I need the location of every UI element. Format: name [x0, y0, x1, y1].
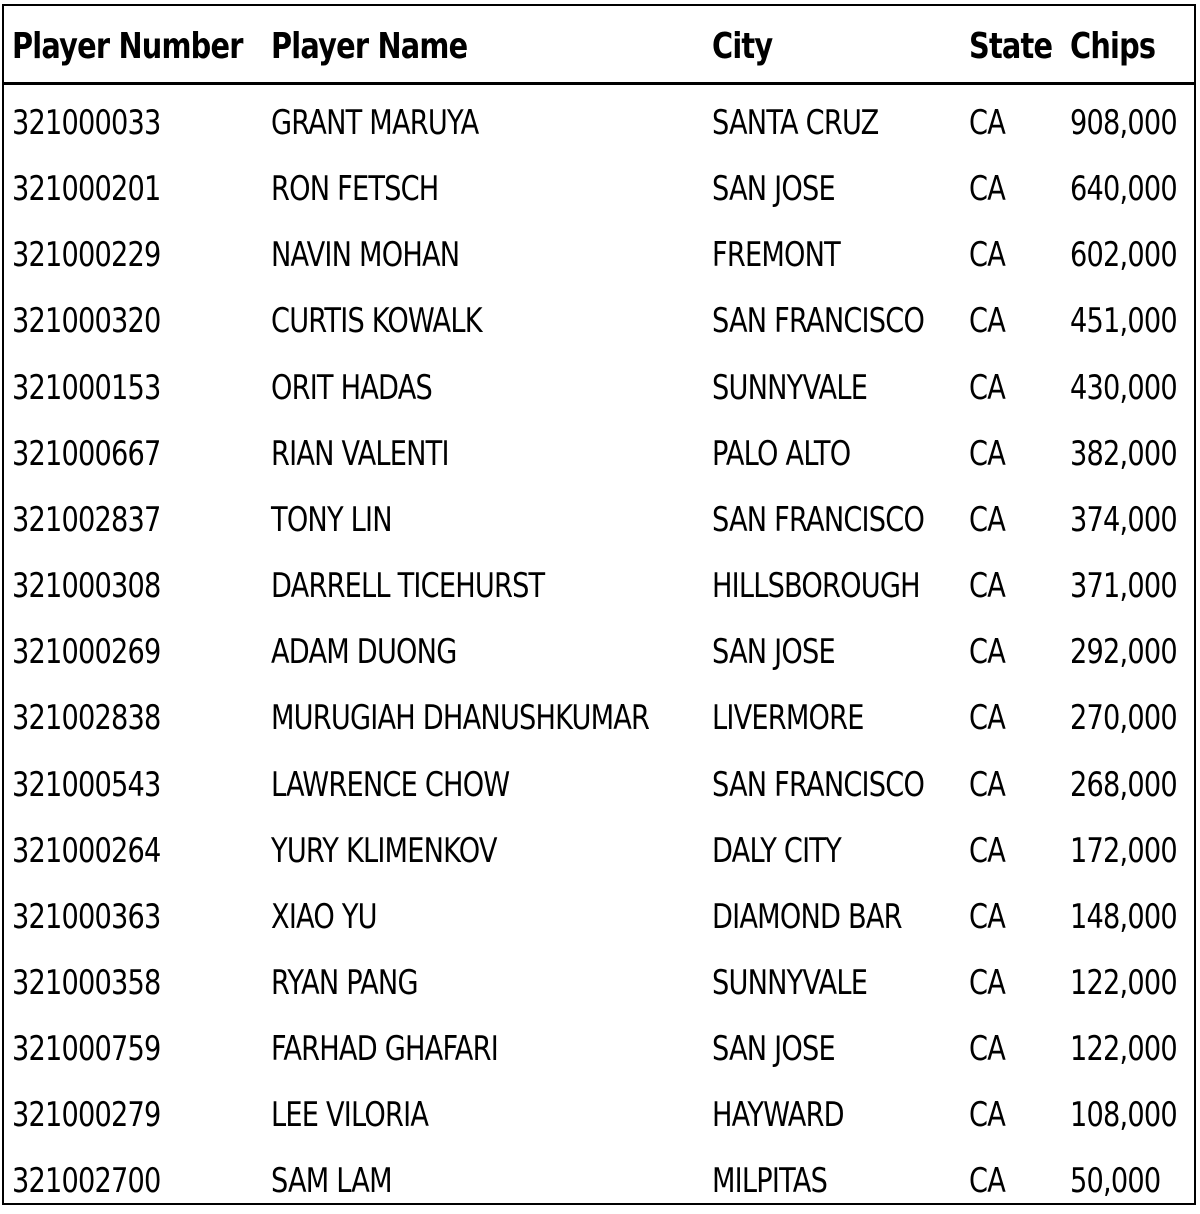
table-row: [4, 487, 1194, 553]
header-player-name: Player Name: [271, 26, 468, 67]
header-chips: Chips: [1070, 26, 1156, 67]
cell-player-name: DARRELL TICEHURST: [271, 566, 545, 607]
table-row: [4, 1082, 1194, 1148]
cell-city: DALY CITY: [712, 830, 841, 871]
table-row: [4, 884, 1194, 950]
cell-chips: 292,000: [1070, 632, 1177, 673]
cell-player-number: 321000667: [12, 433, 161, 474]
cell-player-number: 321002700: [12, 1161, 161, 1202]
cell-chips: 270,000: [1070, 698, 1177, 739]
cell-player-number: 321000201: [12, 169, 161, 210]
table-row: [4, 288, 1194, 354]
cell-player-name: YURY KLIMENKOV: [271, 830, 497, 871]
cell-player-name: MURUGIAH DHANUSHKUMAR: [271, 698, 650, 739]
cell-city: HILLSBOROUGH: [712, 566, 920, 607]
cell-player-number: 321000153: [12, 367, 161, 408]
cell-player-name: CURTIS KOWALK: [271, 301, 482, 342]
cell-chips: 122,000: [1070, 1029, 1177, 1070]
cell-state: CA: [969, 962, 1005, 1003]
cell-state: CA: [969, 235, 1005, 276]
cell-player-number: 321000279: [12, 1095, 161, 1136]
header-divider: [4, 82, 1194, 85]
cell-player-name: GRANT MARUYA: [271, 103, 479, 143]
cell-player-name: RIAN VALENTI: [271, 433, 449, 474]
table-row: [4, 90, 1194, 156]
cell-player-number: 321000033: [12, 103, 161, 143]
table-row: [4, 752, 1194, 818]
cell-player-number: 321000264: [12, 830, 161, 871]
table-row: [4, 421, 1194, 487]
cell-player-name: SAM LAM: [271, 1161, 392, 1202]
table-row: [4, 156, 1194, 222]
cell-player-number: 321000543: [12, 764, 161, 805]
header-state: State: [969, 26, 1053, 67]
cell-chips: 148,000: [1070, 896, 1177, 937]
cell-city: LIVERMORE: [712, 698, 864, 739]
cell-city: SANTA CRUZ: [712, 103, 879, 143]
cell-chips: 172,000: [1070, 830, 1177, 871]
table-row: [4, 619, 1194, 685]
cell-chips: 640,000: [1070, 169, 1177, 210]
cell-state: CA: [969, 1161, 1005, 1202]
cell-chips: 430,000: [1070, 367, 1177, 408]
cell-state: CA: [969, 566, 1005, 607]
cell-player-number: 321000308: [12, 566, 161, 607]
cell-state: CA: [969, 1095, 1005, 1136]
cell-city: SAN JOSE: [712, 169, 835, 210]
cell-player-number: 321000759: [12, 1029, 161, 1070]
cell-player-name: XIAO YU: [271, 896, 377, 937]
table-row: [4, 222, 1194, 288]
cell-city: SAN FRANCISCO: [712, 301, 925, 342]
cell-chips: 602,000: [1070, 235, 1177, 276]
header-player-number: Player Number: [12, 26, 243, 67]
cell-player-number: 321000269: [12, 632, 161, 673]
cell-player-name: ADAM DUONG: [271, 632, 457, 673]
cell-chips: 908,000: [1070, 103, 1177, 143]
cell-city: SAN JOSE: [712, 1029, 835, 1070]
header-city: City: [712, 26, 773, 67]
players-table: [2, 4, 1196, 1205]
cell-player-name: ORIT HADAS: [271, 367, 432, 408]
cell-city: SAN FRANCISCO: [712, 499, 925, 540]
cell-state: CA: [969, 1029, 1005, 1070]
cell-chips: 371,000: [1070, 566, 1177, 607]
cell-chips: 50,000: [1070, 1161, 1161, 1202]
cell-player-name: RYAN PANG: [271, 962, 418, 1003]
cell-city: SAN JOSE: [712, 632, 835, 673]
table-header-row: [4, 6, 1194, 88]
cell-state: CA: [969, 301, 1005, 342]
cell-city: PALO ALTO: [712, 433, 851, 474]
cell-state: CA: [969, 103, 1005, 143]
cell-player-number: 321000358: [12, 962, 161, 1003]
cell-chips: 268,000: [1070, 764, 1177, 805]
cell-city: FREMONT: [712, 235, 840, 276]
cell-player-name: RON FETSCH: [271, 169, 439, 210]
table-row: [4, 685, 1194, 751]
table-row: [4, 355, 1194, 421]
cell-player-name: LEE VILORIA: [271, 1095, 429, 1136]
cell-player-number: 321002837: [12, 499, 161, 540]
table-row: [4, 818, 1194, 884]
cell-state: CA: [969, 764, 1005, 805]
cell-city: SUNNYVALE: [712, 367, 868, 408]
cell-player-name: FARHAD GHAFARI: [271, 1029, 498, 1070]
cell-state: CA: [969, 169, 1005, 210]
cell-chips: 451,000: [1070, 301, 1177, 342]
cell-player-number: 321002838: [12, 698, 161, 739]
table-row: [4, 553, 1194, 619]
cell-state: CA: [969, 830, 1005, 871]
cell-chips: 108,000: [1070, 1095, 1177, 1136]
cell-city: HAYWARD: [712, 1095, 844, 1136]
cell-city: SAN FRANCISCO: [712, 764, 925, 805]
cell-chips: 374,000: [1070, 499, 1177, 540]
cell-state: CA: [969, 367, 1005, 408]
cell-state: CA: [969, 698, 1005, 739]
cell-player-name: NAVIN MOHAN: [271, 235, 460, 276]
cell-city: SUNNYVALE: [712, 962, 868, 1003]
cell-player-number: 321000229: [12, 235, 161, 276]
cell-chips: 382,000: [1070, 433, 1177, 474]
table-row: [4, 1148, 1194, 1214]
table-row: [4, 1016, 1194, 1082]
cell-state: CA: [969, 632, 1005, 673]
cell-player-name: LAWRENCE CHOW: [271, 764, 510, 805]
cell-chips: 122,000: [1070, 962, 1177, 1003]
table-row: [4, 950, 1194, 1016]
cell-player-number: 321000363: [12, 896, 161, 937]
cell-player-name: TONY LIN: [271, 499, 392, 540]
cell-state: CA: [969, 499, 1005, 540]
cell-city: DIAMOND BAR: [712, 896, 902, 937]
cell-state: CA: [969, 896, 1005, 937]
cell-player-number: 321000320: [12, 301, 161, 342]
cell-state: CA: [969, 433, 1005, 474]
cell-city: MILPITAS: [712, 1161, 828, 1202]
